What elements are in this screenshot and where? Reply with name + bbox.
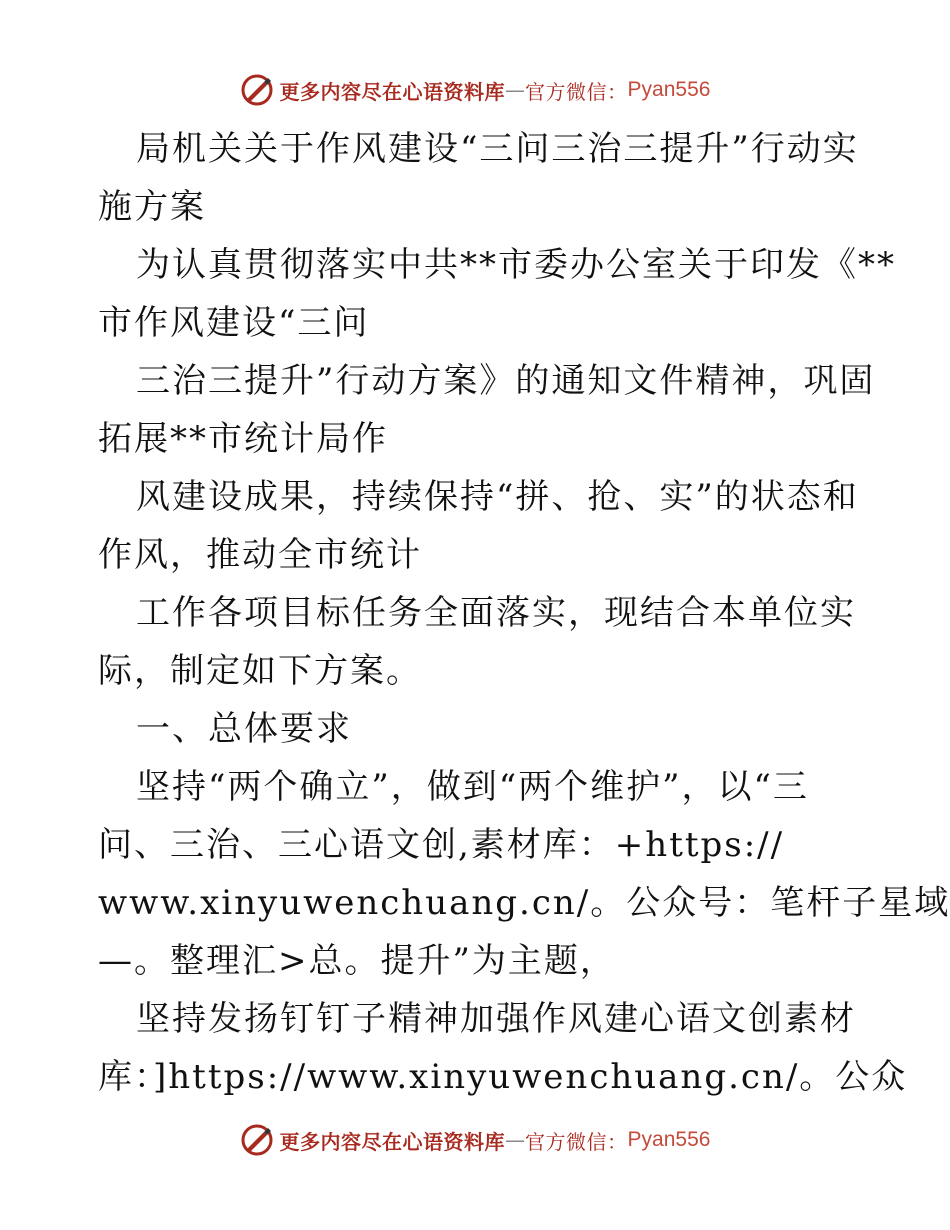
text-line: 为认真贯彻落实中共**市委办公室关于印发《** (136, 245, 896, 285)
banner-separator: — (505, 1128, 526, 1152)
text-line: 三治三提升”行动方案》的通知文件精神，巩固 (136, 361, 876, 401)
pen-logo-icon (240, 73, 274, 107)
section-heading: 一、总体要求 (136, 709, 352, 749)
text-line: 风建设成果，持续保持“拼、抢、实”的状态和 (136, 477, 859, 517)
text-line: 拓展**市统计局作 (98, 419, 388, 459)
banner-wechat-id: Pyan556 (627, 78, 711, 101)
text-line: 库：]https://www.xinyuwenchuang.cn/。公众 (98, 1057, 908, 1097)
footer-banner (0, 1118, 950, 1162)
banner-wechat-label: 官方微信： (525, 79, 628, 104)
banner-separator: — (505, 78, 526, 102)
pen-logo-icon (240, 1123, 274, 1157)
text-line: —。整理汇>总。提升”为主题， (98, 941, 616, 981)
text-line: 局机关关于作风建设“三问三治三提升”行动实 (136, 129, 859, 169)
text-line: 工作各项目标任务全面落实，现结合本单位实 (136, 593, 856, 633)
document-body (98, 120, 950, 1106)
banner-title: 更多内容尽在心语资料库 (279, 79, 506, 104)
text-line: 坚持发扬钉钉子精神加强作风建心语文创素材 (136, 999, 856, 1039)
banner-wechat-label: 官方微信： (525, 1129, 628, 1154)
banner-title: 更多内容尽在心语资料库 (279, 1129, 506, 1154)
text-line: 际，制定如下方案。 (98, 651, 422, 691)
header-banner (0, 68, 950, 112)
text-line: 问、三治、三心语文创,素材库：+https:// (98, 825, 785, 865)
text-line: 施方案 (98, 187, 206, 227)
text-line: www.xinyuwenchuang.cn/。公众号：笔杆子星域 (98, 883, 950, 923)
banner-wechat-id: Pyan556 (627, 1128, 711, 1151)
text-line: 坚持“两个确立”，做到“两个维护”，以“三 (136, 767, 809, 807)
text-line: 作风，推动全市统计 (98, 535, 422, 575)
text-line: 市作风建设“三问 (98, 303, 370, 343)
